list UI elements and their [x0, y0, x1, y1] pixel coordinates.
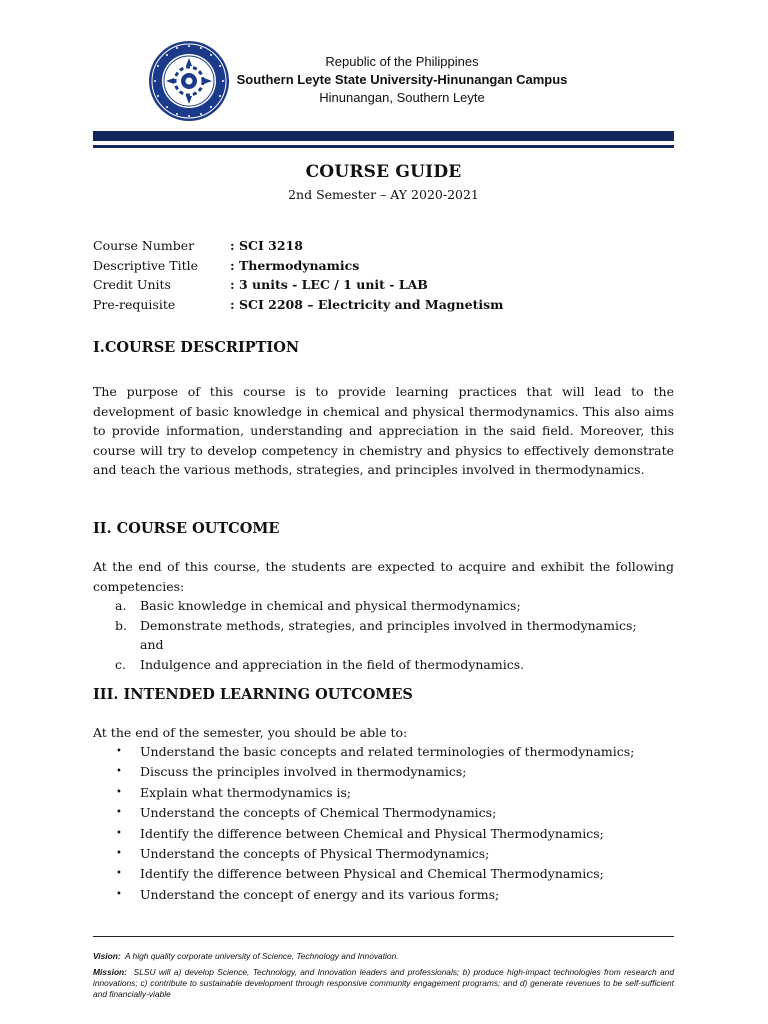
list-item-text: Demonstrate methods, strategies, and principles involved in thermodynamics; and — [140, 617, 637, 653]
bullet-icon: • — [116, 786, 122, 798]
outcome-intro: At the end of this course, the students are expected to acquire and exhibit the following competencies: — [93, 559, 674, 594]
list-item — [93, 803, 674, 823]
header-location: Hinunangan, Southern Leyte — [319, 90, 485, 105]
list-item-text: Explain what thermodynamics is; — [140, 784, 352, 800]
info-row — [93, 256, 503, 276]
info-key: Pre-requisite — [93, 296, 176, 312]
outcome-list — [93, 596, 674, 674]
page-subtitle: 2nd Semester – AY 2020-2021 — [288, 187, 479, 202]
info-value: : SCI 3218 — [230, 238, 303, 253]
course-info — [93, 236, 503, 314]
header-university: Southern Leyte State University-Hinunangan Campus — [236, 72, 568, 87]
list-item — [93, 742, 674, 762]
info-row — [93, 295, 503, 315]
mission-text: SLSU will a) develop Science, Technology, and Innovation leaders and professionals; b) produce high-impact technologies from research and innovations; c) contribute to sustainable development through responsive community engagement programs; and d) generate revenues to be self-sufficient and financially-viable — [93, 967, 675, 999]
mission-label: Mission: — [93, 967, 127, 977]
list-item — [93, 655, 674, 675]
list-item — [93, 762, 674, 782]
bullet-icon: • — [116, 827, 122, 839]
list-item-text: Understand the concepts of Chemical Thermodynamics; — [140, 805, 497, 821]
header-band-thick — [93, 131, 674, 141]
info-key: Course Number — [93, 238, 195, 253]
footer-mission — [93, 967, 674, 1000]
list-item — [93, 783, 674, 803]
list-item — [93, 824, 674, 844]
section-heading-outcome: II. COURSE OUTCOME — [93, 520, 280, 537]
bullet-icon: • — [116, 848, 122, 860]
bullet-icon: • — [116, 746, 122, 757]
bullet-icon: • — [116, 888, 122, 900]
bullet-icon: • — [116, 868, 122, 880]
footer-vision — [93, 951, 674, 962]
institution-header — [232, 53, 572, 107]
vision-text: A high quality corporate university of Science, Technology and Innovation. — [124, 951, 399, 961]
list-marker: c. — [115, 656, 126, 672]
info-key: Credit Units — [93, 277, 171, 293]
section-heading-ilo: III. INTENDED LEARNING OUTCOMES — [93, 686, 413, 703]
info-value: : SCI 2208 – Electricity and Magnetism — [230, 296, 504, 312]
list-item-text: Identify the difference between Physical and Chemical Thermodynamics; — [140, 866, 604, 882]
header-republic: Republic of the Philippines — [325, 54, 479, 69]
bullet-icon: • — [116, 766, 122, 778]
header-band-thin — [93, 145, 674, 148]
list-item-text: Indulgence and appreciation in the field of thermodynamics. — [140, 656, 525, 672]
vision-label: Vision: — [93, 951, 121, 961]
description-paragraph: The purpose of this course is to provide learning practices that will lead to the development of basic knowledge in chemical and physical thermodynamics. This also aims to provide information, understanding and appreciation in the said field. Moreover, this course will try to develop competency in chemistry and physics to effectively demonstrate and teach the various methods, strategies, and principles involved in thermodynamics. — [93, 384, 674, 478]
info-key: Descriptive Title — [93, 257, 199, 273]
info-value: : Thermodynamics — [230, 257, 360, 273]
list-item — [93, 616, 674, 655]
info-value: : 3 units - LEC / 1 unit - LAB — [230, 277, 428, 293]
list-item-text: Understand the basic concepts and related terminologies of thermodynamics; — [140, 744, 635, 759]
list-item-text: Understand the concept of energy and its various forms; — [140, 886, 500, 902]
list-item-text: Discuss the principles involved in thermodynamics; — [140, 764, 467, 780]
list-item — [93, 885, 674, 905]
section-heading-description: I.COURSE DESCRIPTION — [93, 339, 300, 356]
list-item-text: Basic knowledge in chemical and physical thermodynamics; — [140, 598, 521, 613]
university-seal-icon — [148, 40, 230, 122]
ilo-list — [93, 742, 674, 905]
list-item-text: Understand the concepts of Physical Thermodynamics; — [140, 846, 490, 862]
info-row — [93, 236, 503, 256]
ilo-intro: At the end of the semester, you should be able to: — [93, 725, 408, 740]
list-marker: a. — [115, 598, 127, 613]
info-row — [93, 275, 503, 295]
list-marker: b. — [115, 617, 127, 633]
list-item-text: Identify the difference between Chemical and Physical Thermodynamics; — [140, 825, 604, 841]
page-title: COURSE GUIDE — [305, 162, 462, 182]
footer-divider — [93, 936, 674, 937]
list-item — [93, 596, 674, 616]
list-item — [93, 844, 674, 864]
list-item — [93, 864, 674, 884]
bullet-icon: • — [116, 807, 122, 819]
